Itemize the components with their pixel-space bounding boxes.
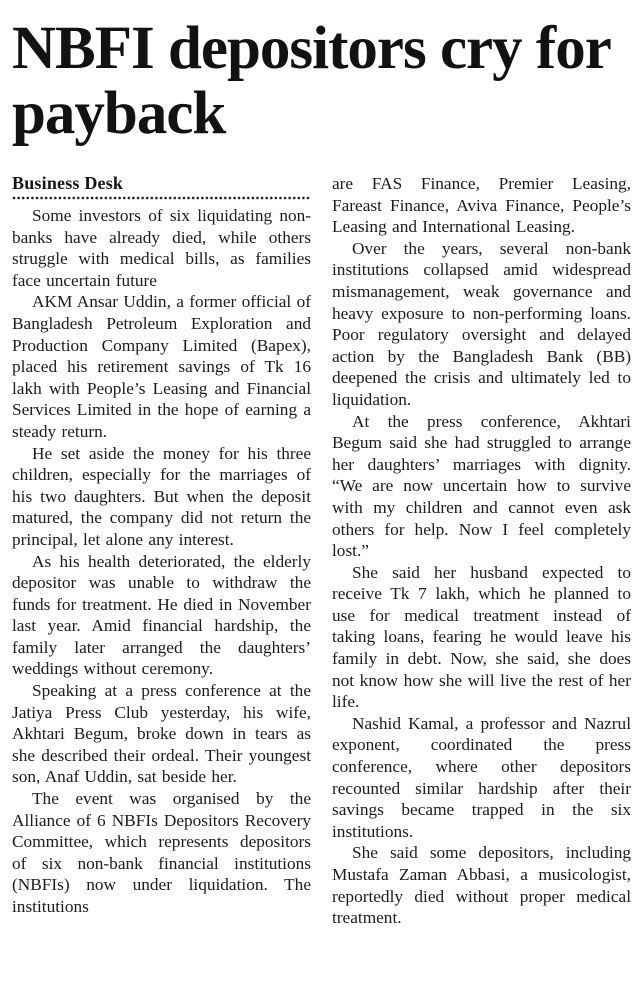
paragraph: He set aside the money for his three children, especially for the marriages of his two daughters. But when the deposit matured, the company did not return the principal, let alone any interest. (12, 443, 311, 549)
paragraph: AKM Ansar Uddin, a former official of Bangladesh Petroleum Exploration and Production Company Limited (Bapex), placed his retirement savings of Tk 16 lakh with People’s Leasing and Financial Services Limited in the hope of earning a steady return. (12, 292, 311, 441)
article-headline: NBFI depositors cry for payback (12, 15, 610, 147)
paragraph: At the press conference, Akhtari Begum said she had struggled to arrange her daughters’ marriages with dignity. “We are now uncertain how to survive with my children and cannot even ask others for help. Now I feel completely lost.” (332, 411, 631, 561)
column-right (332, 173, 631, 929)
paragraph-lead: Some investors of six liquidating non-banks have already died, while others struggle with medical bills, as families face uncertain future (12, 206, 311, 290)
paragraph: Nashid Kamal, a professor and Nazrul exponent, coordinated the press conference, where other depositors recounted similar hardship after their savings became trapped in the six institutions. (332, 713, 631, 841)
article-columns (12, 173, 630, 929)
column-left (12, 173, 311, 929)
paragraph: She said her husband expected to receive Tk 7 lakh, which he planned to use for medical treatment instead of taking loans, fearing he would leave his family in debt. Now, she said, she does not know how she will live the rest of her life. (332, 562, 631, 712)
paragraph: Over the years, several non-bank institutions collapsed amid widespread mismanagement, weak governance and heavy exposure to non-performing loans. Poor regulatory oversight and delayed action by the Bangladesh Bank (BB) deepened the crisis and ultimately led to liquidation. (332, 238, 631, 409)
paragraph: She said some depositors, including Mustafa Zaman Abbasi, a musicologist, reportedly died without proper medical treatment. (332, 843, 631, 928)
paragraph-continuation: are FAS Finance, Premier Leasing, Fareast Finance, Aviva Finance, People’s Leasing and International Leasing. (332, 174, 631, 237)
byline: Business Desk (12, 173, 124, 193)
paragraph: Speaking at a press conference at the Jatiya Press Club yesterday, his wife, Akhtari Begum, broke down in tears as she described their ordeal. Their youngest son, Anaf Uddin, sat beside her. (12, 681, 311, 787)
byline-dotted-rule (12, 196, 311, 200)
paragraph: As his health deteriorated, the elderly depositor was unable to withdraw the funds for treatment. He died in November last year. Amid financial hardship, the family later arranged the daughters’ weddings without ceremony. (12, 551, 311, 679)
paragraph: The event was organised by the Alliance of 6 NBFIs Depositors Recovery Committee, which represents depositors of six non-bank financial institutions (NBFIs) now under liquidation. The institutions (12, 789, 311, 916)
